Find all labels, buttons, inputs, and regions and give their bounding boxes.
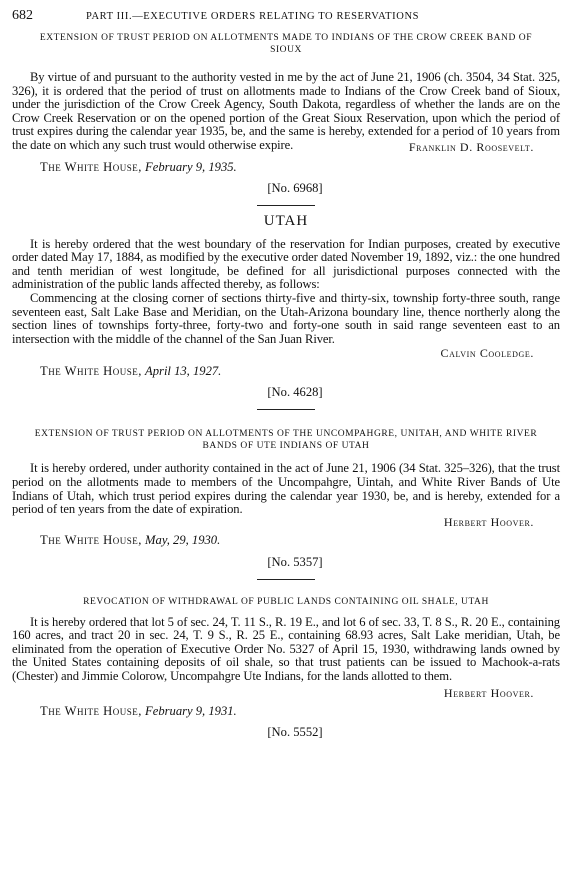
order-oil-shale-revocation xyxy=(12,596,560,740)
order-number: [No. 4628] xyxy=(267,385,323,400)
dateline-place: The White House, xyxy=(40,159,142,174)
order-crow-creek xyxy=(12,32,560,196)
signer-name: Calvin Cooledge. xyxy=(440,346,534,361)
running-header xyxy=(12,8,560,30)
order-number: [No. 5357] xyxy=(267,554,323,569)
order-paragraph: It is hereby ordered that lot 5 of sec. 24, T. 11 S., R. 19 E., and lot 6 of sec. 33, T. 8 S., R. 20 E., containing 160 acres, and tract 20 in sec. 24, T. 9 S., R. 25 E., containing 68.93 acres, Salt Lake meridian, Utah, be eliminated from the operation of Executive Order No. 5327 of April 15, 1930, withdrawing lands owned by the United States containing deposits of oil shale, so that trust patients can be issued to Machook-a-rats (Chester) and Jimmie Colorow, Uncompahgre Ute Indians, for the lands allotted to them. xyxy=(12,614,560,684)
dateline xyxy=(12,533,560,548)
order-utah-boundary xyxy=(12,212,560,401)
order-paragraph: It is hereby ordered, under authority contained in the act of June 21, 1906 (34 Stat. 325–326), that the trust period on the allotments made to members of the Uncompahgre, Uintah, and White River Bands of Ute Indians of Utah, which trust period expires during the calendar year 1930, be, and is hereby, extended for a period of ten years from the date of expiration. xyxy=(12,461,560,517)
section-heading: EXTENSION OF TRUST PERIOD ON ALLOTMENTS MADE TO INDIANS OF THE CROW CREEK BAND OF SIOUX xyxy=(39,33,533,55)
order-paragraph: Commencing at the closing corner of sections thirty-five and thirty-six, township forty-three south, range seventeen east, Salt Lake Base and Meridian, on the Utah-Arizona boundary line, thence northerly along the section lines of townships forty-three, forty-two and forty-one south in said range seventeen east to an intersection with the middle of the channel of the San Juan River. xyxy=(12,290,560,346)
section-divider xyxy=(257,205,315,206)
dateline xyxy=(12,704,560,719)
dateline-date: April 13, 1927. xyxy=(145,364,222,379)
order-paragraph: By virtue of and pursuant to the authority vested in me by the act of June 21, 1906 (ch. 3504, 34 Stat. 325, 326), it is ordered that the period of trust on allotments made to Indians of the Crow Creek band of Sioux, under the jurisdiction of the Crow Creek Agency, South Dakota, regardless of whether the lands are on the Crow Creek Reservation or on the opened portion of the Great Sioux Reservation, upon which the period of trust expires during the calendar year 1935, be, and the same is hereby, extended for a period of 10 years from the date on which any such trust would otherwise expire. xyxy=(12,70,560,152)
state-heading: UTAH xyxy=(263,212,309,229)
order-paragraph: It is hereby ordered that the west boundary of the reservation for Indian purposes, created by executive order dated May 17, 1884, as modified by the executive order dated November 19, 1892, viz.: the one hundred and tenth meridian of west longitude, be defined for all jurisdictional purposes connected with the administration of the public lands affected thereby, as follows: xyxy=(12,236,560,292)
order-number: [No. 6968] xyxy=(267,180,323,195)
dateline-date: February 9, 1931. xyxy=(145,703,237,718)
dateline xyxy=(12,364,560,379)
section-heading: REVOCATION OF WITHDRAWAL OF PUBLIC LANDS CONTAINING OIL SHALE, UTAH xyxy=(83,596,489,607)
signer-name: Herbert Hoover. xyxy=(443,514,534,529)
dateline-place: The White House, xyxy=(40,532,142,547)
running-title: PART III.—EXECUTIVE ORDERS RELATING TO RESERVATIONS xyxy=(86,11,420,22)
dateline-date: May, 29, 1930. xyxy=(145,532,221,547)
order-number: [No. 5552] xyxy=(267,724,323,739)
dateline-date: February 9, 1935. xyxy=(145,159,237,174)
section-heading: EXTENSION OF TRUST PERIOD ON ALLOTMENTS OF THE UNCOMPAHGRE, UNITAH, AND WHITE RIVER BANDS OF UTE INDIANS OF UTAH xyxy=(34,429,538,452)
order-ute-trust-extension xyxy=(12,428,560,569)
signer-name: Herbert Hoover. xyxy=(443,685,534,700)
dateline xyxy=(12,160,560,175)
section-divider xyxy=(257,579,315,580)
dateline-place: The White House, xyxy=(40,364,142,379)
signer-name: Franklin D. Roosevelt. xyxy=(408,139,534,154)
section-divider xyxy=(257,409,315,410)
dateline-place: The White House, xyxy=(40,703,142,718)
page-number: 682 xyxy=(12,8,33,23)
